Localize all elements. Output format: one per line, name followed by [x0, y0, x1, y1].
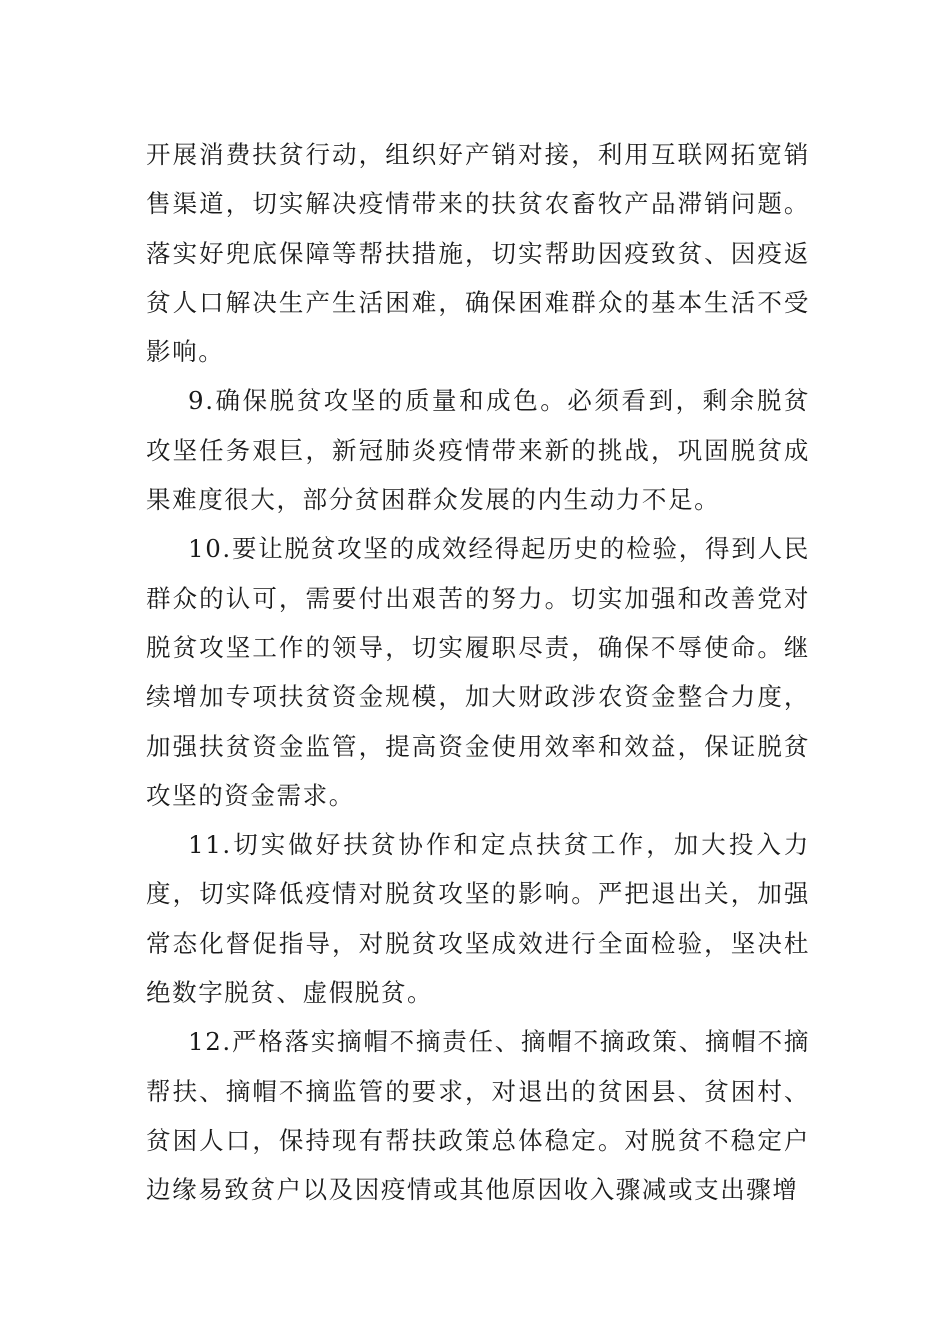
paragraph-item-10: 10.要让脱贫攻坚的成效经得起历史的检验，得到人民群众的认可，需要付出艰苦的努力。切实加强和改善党对脱贫攻坚工作的领导，切实履职尽责，确保不辱使命。继续增加专项扶贫资金规模，加大财政涉农资金整合力度，加强扶贫资金监管，提高资金使用效率和效益，保证脱贫攻坚的资金需求。: [146, 534, 810, 810]
paragraph-item-11: 11.切实做好扶贫协作和定点扶贫工作，加大投入力度，切实降低疫情对脱贫攻坚的影响。严把退出关，加强常态化督促指导，对脱贫攻坚成效进行全面检验，坚决杜绝数字脱贫、虚假脱贫。: [146, 830, 810, 1008]
paragraph-item-12: 12.严格落实摘帽不摘责任、摘帽不摘政策、摘帽不摘帮扶、摘帽不摘监管的要求，对退出的贫困县、贫困村、贫困人口，保持现有帮扶政策总体稳定。对脱贫不稳定户边缘易致贫户以及因疫情或其他原因收入骤减或支出骤增: [146, 1027, 810, 1205]
document-body: [146, 130, 810, 1215]
paragraph-item-9: 9.确保脱贫攻坚的质量和成色。必须看到，剩余脱贫攻坚任务艰巨，新冠肺炎疫情带来新的挑战，巩固脱贫成果难度很大，部分贫困群众发展的内生动力不足。: [146, 386, 810, 515]
paragraph-continued: 开展消费扶贫行动，组织好产销对接，利用互联网拓宽销售渠道，切实解决疫情带来的扶贫农畜牧产品滞销问题。落实好兜底保障等帮扶措施，切实帮助因疫致贫、因疫返贫人口解决生产生活困难，确保困难群众的基本生活不受影响。: [146, 140, 810, 367]
